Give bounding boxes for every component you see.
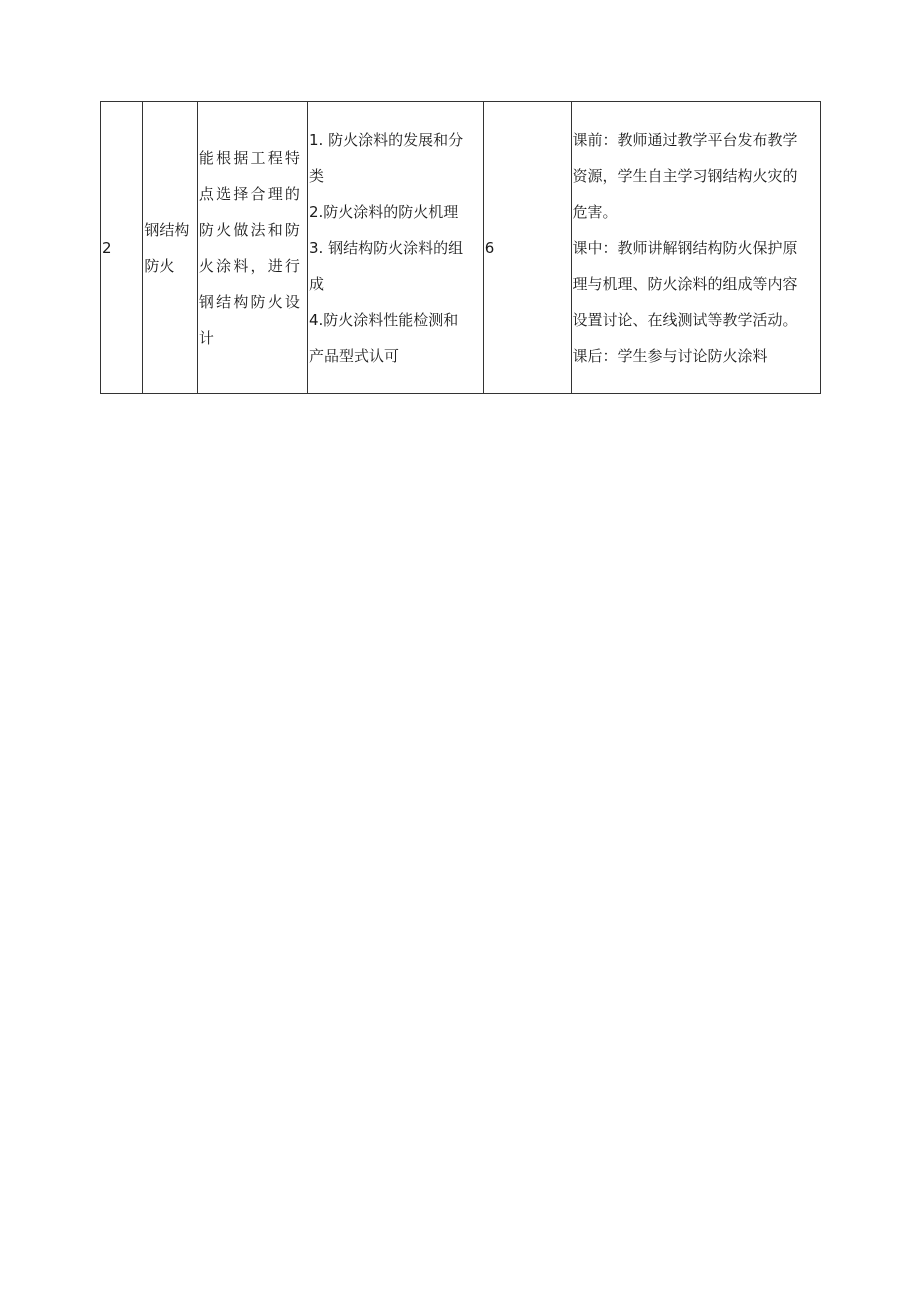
teaching-method-line: 课中：教师讲解钢结构防火保护原	[572, 238, 798, 257]
teaching-content-line: 2.防火涂料的防火机理	[308, 202, 459, 221]
learning-goal-line: 防火做法和防	[198, 220, 303, 239]
hours-cell	[483, 102, 571, 394]
table-row	[101, 102, 821, 394]
module-name-line: 防火	[144, 256, 175, 275]
teaching-content-line: 成	[308, 274, 324, 293]
teaching-content-line: 4.防火涂料性能检测和	[308, 310, 459, 329]
learning-goal-line: 点选择合理的	[198, 184, 303, 203]
teaching-method-line: 课后：学生参与讨论防火涂料	[572, 346, 768, 365]
teaching-content-line: 1. 防火涂料的发展和分	[308, 130, 464, 149]
teaching-method-line: 危害。	[572, 202, 618, 221]
teaching-content-line: 类	[308, 166, 324, 185]
row-number: 2	[102, 238, 112, 257]
teaching-method-line: 理与机理、防火涂料的组成等内容	[572, 274, 798, 293]
teaching-method-line: 设置讨论、在线测试等教学活动。	[572, 310, 798, 329]
learning-goal-line: 计	[198, 328, 214, 347]
teaching-content-cell	[307, 102, 483, 394]
module-name-cell	[143, 102, 198, 394]
teaching-content-line: 3. 钢结构防火涂料的组	[308, 238, 464, 257]
learning-goal-cell	[197, 102, 307, 394]
learning-goal-line: 钢结构防火设	[198, 292, 303, 311]
row-number-cell	[101, 102, 143, 394]
teaching-method-line: 资源，学生自主学习钢结构火灾的	[572, 166, 798, 185]
hours-value: 6	[484, 238, 495, 257]
teaching-method-line: 课前：教师通过教学平台发布教学	[572, 130, 798, 149]
learning-goal-line: 能根据工程特	[198, 148, 303, 167]
teaching-method-cell	[571, 102, 820, 394]
learning-goal-line: 火涂料，进行	[198, 256, 303, 275]
module-name-line: 钢结构	[144, 220, 190, 239]
course-content-table	[100, 101, 821, 394]
teaching-content-line: 产品型式认可	[308, 346, 399, 365]
